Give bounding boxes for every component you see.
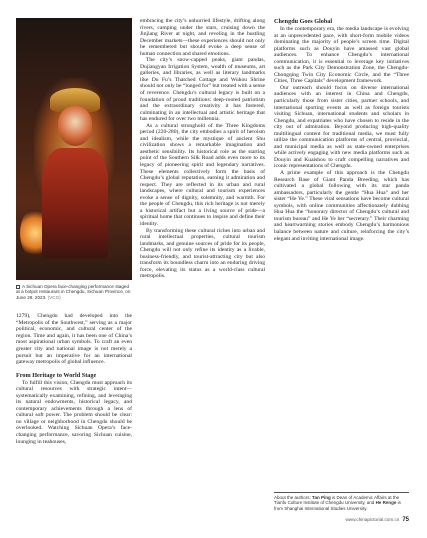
author-name-1: Tan Ping [312,495,331,500]
author-note-lead: About the authors: [274,495,311,500]
paragraph: As a cultural stronghold of the Three Kingdoms period (220-280), the city embodies a spirit of heroism and idealism, while the mystique of ancient Shu civilization shows a remarkable imagination and aesthetic sensibility. Its historical role as the starting point of the Southern Silk Road adds even more to its legacy of pioneering spirit and legendary narratives. These elements collectively form the basis of Chengdu’s global reputation, earning it admiration and respect. They are reflected in its urban and rural landscapes, where cultural and tourism experiences evoke a sense of dignity, solemnity, and warmth. For the people of Chengdu, this rich heritage is not merely a historical artifact but a living source of pride—a spiritual home that continues to inspire and define their identity. [140,122,265,227]
column-left [16,18,132,445]
author-text-2: is from Shanghai International Studies University. [274,500,401,511]
section-heading: From Heritage to World Stage [16,371,97,379]
page-footer [345,517,409,523]
article-photo [16,18,132,280]
paragraph: embracing the city’s unhurried lifestyle, drifting along rivers, camping under the stars, cruising down the Jinjiang River at night, and reveling in the bustling December markets—these experiences should not only be remembered but should evoke a deep sense of human connection and shared emotions. [140,18,265,57]
caption-marker-icon [16,285,20,289]
paragraph: The city’s snow-capped peaks, giant pandas, Dujiangyan Irrigation System, wealth of museums, art galleries, and libraries, as well as literary landmarks like Du Fu’s Thatched Cottage and Wuhou Shrine should not only be “longed for” but treated with a sense of reverence. Chengdu’s cultural legacy is built on a foundation of proud traditions: deep-rooted patriotism and the extraordinary creativity it has fostered, culminating in an intellectual and artistic heritage that has endured for over two millennia. [140,57,265,123]
author-name-2: He Renge [375,500,397,506]
caption-text: A Sichuan Opera face-changing performance staged at a hotpot restaurant in Chengdu, Sichuan Province, on June 29, 2023. [16,284,131,300]
performer-mask [58,106,92,146]
column-left-body [16,313,132,445]
paragraph: A prime example of this approach is the Chengdu Research Base of Giant Panda Breeding, which has cultivated a global following with its star panda ambassadors, particularly the gentle “Hua Hua” and her sister “He Ye.” These viral sensations have become cultural symbols, with online communities affectionately dubbing Hua Hua the “honorary director of Chengdu’s cultural and tourism bureau” and He Ye her “secretary.” Their charming and heartwarming stories embody Chengdu’s harmonious balance between nature and culture, reinforcing the city’s elegant and inviting international image. [274,170,409,242]
author-note [274,492,409,511]
column-middle [140,18,265,280]
photo-caption [16,284,132,300]
page-number: 75 [402,517,409,523]
website-url: www.chinapictorial.com.cn [345,517,400,522]
paragraph: To fulfill this vision, Chengdu must approach its cultural resources with strategic intent—systematically examining, refining, and leveraging its natural endowments, historical legacy, and contemporary achievements through a lens of cultural soft power. The problem should be clear: no village or neighborhood in Chengdu should be overlooked. Watching Sichuan Opera’s face-changing performance, savoring Sichuan cuisine, lounging in teahouses, [16,379,132,445]
paragraph: 1279), Chengdu had developed into the “Metropolis of the Southwest,” serving as a major political, economic, and cultural center of the region. Time and again, it has been one of China’s most aspirational urban symbols. To craft an even greater city and national image is not merely a pursuit but an imperative for an international gateway metropolis of global influence. [16,313,132,366]
paragraph: In the contemporary era, the media landscape is evolving at an unprecedented pace, with short-form mobile videos dominating the majority of people’s screen time. Digital platforms such as Douyin have amassed vast global audiences. To enhance Chengdu’s international communication, it is essential to leverage key initiatives such as the Park City Demonstration Zone, the Chengdu-Chongqing Twin City Economic Circle, and the “Three Cities, Three Capitals” development framework. [274,26,409,85]
section-heading: Chengdu Goes Global [274,18,333,25]
performer-robe [42,148,108,258]
paragraph: By transforming these cultural riches into urban and rural intellectual properties, cultural tourism landmarks, and genuine sources of pride for its people, Chengdu will not only refine its identity as a livable, business-friendly, and tourist-attracting city but also transform its boundless charm into an enduring driving force, elevating its status as a world-class cultural metropolis. [140,227,265,280]
paragraph: Our outreach should focus on diverse international audiences with an interest in China and Chengdu, particularly those from sister cities, partner schools, and international sporting events as well as foreign tourists visiting Sichuan, international students and scholars in Chengdu, and expatriates who have chosen to reside in the city out of admiration. Beyond producing high-quality multilingual content for traditional media, we must fully utilize the communication platforms of central, provincial, and municipal media as well as state-owned enterprises while actively engaging with new media platforms such as Douyin and Kuaishou to craft compelling narratives and iconic representations of Chengdu. [274,84,409,170]
column-right [274,18,409,242]
author-text-1: is Dean of Academic Affairs at the Tianfu Culture Institute of Chengdu University, and [274,495,400,506]
photo-credit: (VCG) [47,294,61,300]
